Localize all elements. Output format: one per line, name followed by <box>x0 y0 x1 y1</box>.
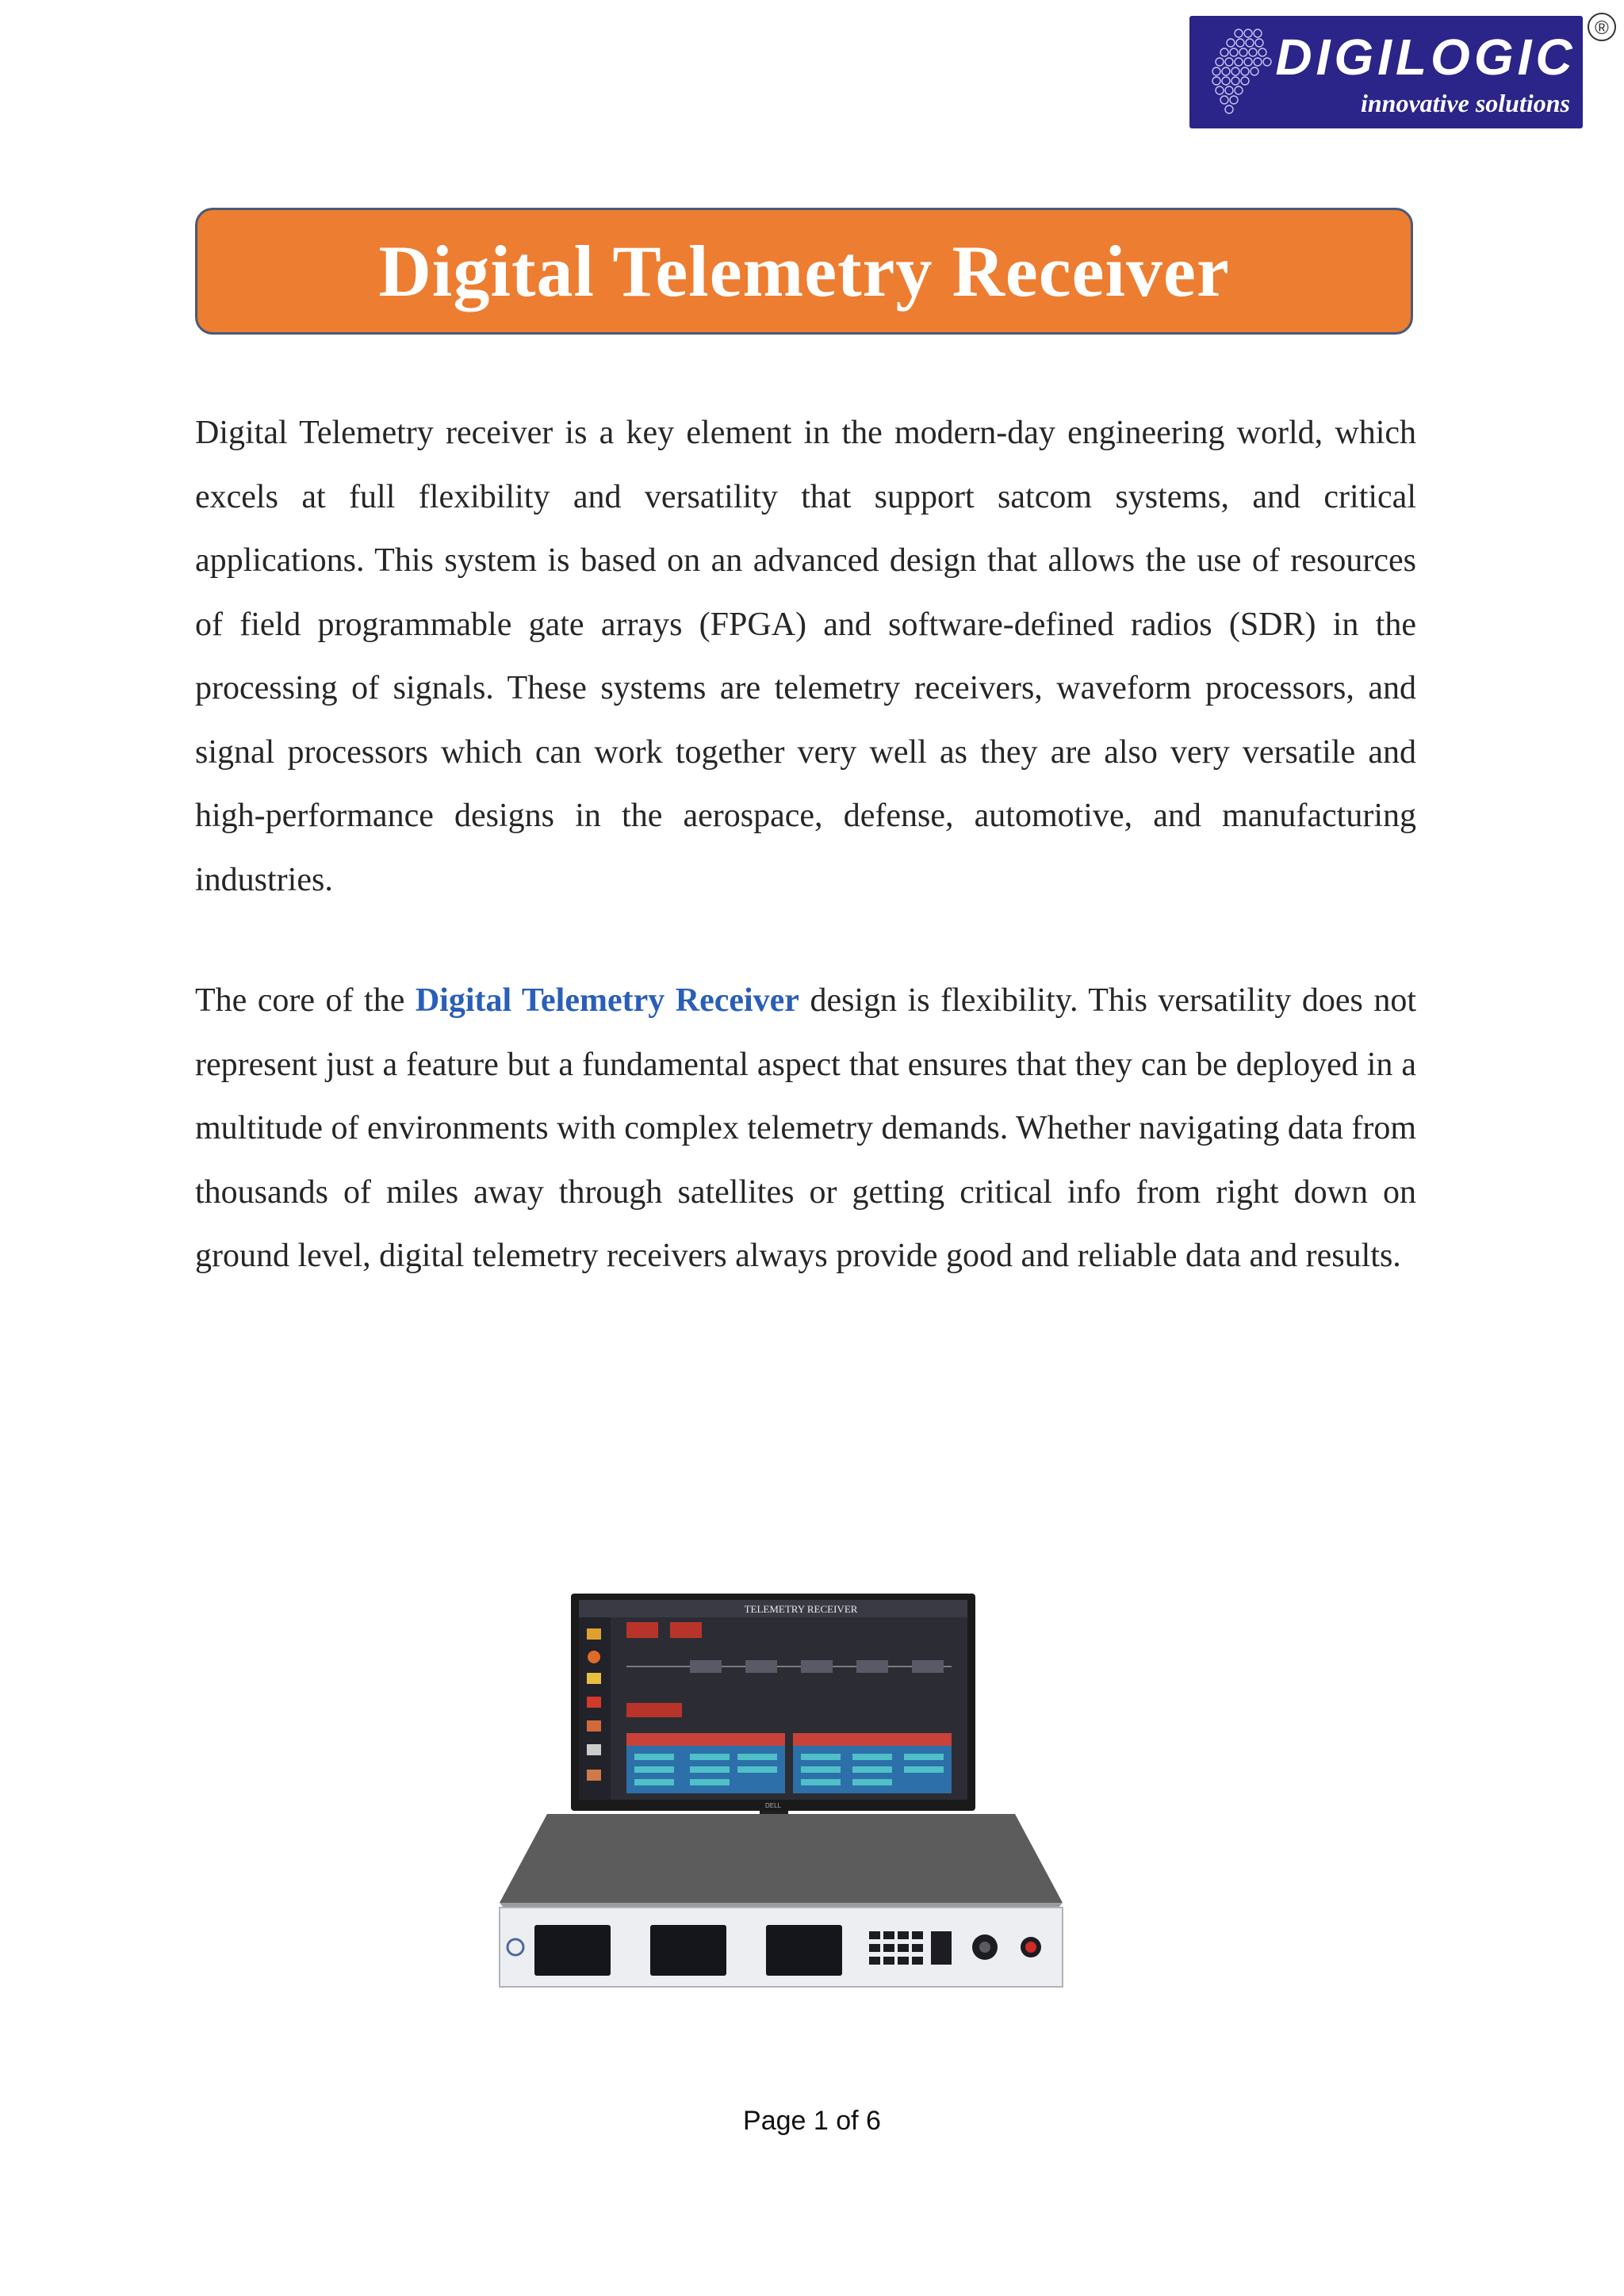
registered-mark: ® <box>1588 13 1616 41</box>
monitor-brand: DELL <box>764 1802 782 1809</box>
screen-title: TELEMETRY RECEIVER <box>744 1603 858 1615</box>
page-number: Page 1 of 6 <box>743 2106 881 2136</box>
core-paragraph-lead: The core of the <box>195 982 416 1019</box>
logo-tagline: innovative solutions <box>1360 89 1570 117</box>
product-image <box>476 1594 1086 1992</box>
product-link[interactable]: Digital Telemetry Receiver <box>415 982 799 1019</box>
page-title: Digital Telemetry Receiver <box>378 231 1230 312</box>
core-paragraph <box>195 969 1416 1288</box>
intro-paragraph: Digital Telemetry receiver is a key element in the modern-day engineering world, which excels at full flexibility and versatility that support satcom systems, and critical applications. This system is based on an advanced design that allows the use of resources of field programmable gate arrays (FPGA) and software-defined radios (SDR) in the processing of signals. These systems are telemetry receivers, waveform processors, and signal processors which can work together very well as they are also very versatile and high-performance designs in the aerospace, defense, automotive, and manufacturing industries. <box>195 415 1416 898</box>
core-paragraph-rest: design is flexibility. This versatility does not represent just a feature but a fundamental aspect that ensures that they can be deployed in a multitude of environments with complex telemetry demands. Whether navigating data from thousands of miles away through satellites or getting critical info from right down on ground level, digital telemetry receivers always provide good and reliable data and results. <box>195 982 1416 1274</box>
logo-brand-name: DIGILOGIC <box>1275 29 1576 86</box>
title-banner <box>195 208 1413 335</box>
company-logo <box>1189 16 1583 128</box>
